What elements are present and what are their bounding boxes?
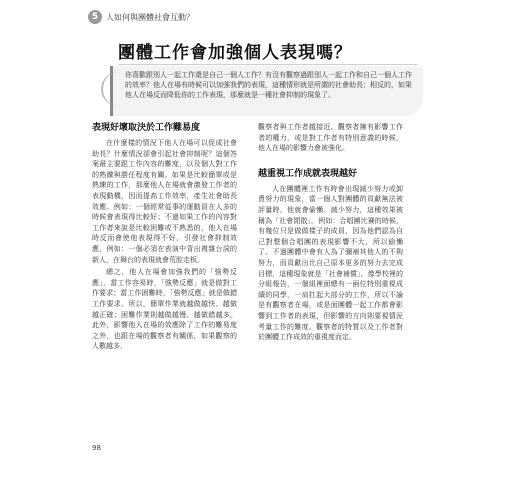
section-heading-achievement: 越重視工作成就表現越好 xyxy=(258,168,358,179)
paragraph: 人在團體裡工作有時會出現減少努力或卸責努力的現象，當一個人對團體的貢獻無法被評量時，他就會偷懶、減少努力，這種效果被稱為「社會閒散」。例如：合唱團比賽的時候，有幾位只是做做樣子的成員，因為他們認為自己對整個合唱團的表現影響不大，所以偷懶了。不過團體中會有人為了彌補其他人的不夠努力，而貢獻出比自己原本更多的努力去完成目標，這種現象就是「社會補償」，像學校裡的分組報告，一個組裡面總有一兩位特別重視成績的同學，一肩扛起大部分的工作，所以不論是有觀察者在場，或是面團體一起工作都會影響到工作者的表現，但影響的方向則要視情況考量工作的難度、觀察者的特質以及工作者對於團體工作成效的重視度而定。 xyxy=(258,184,403,342)
running-header xyxy=(88,10,194,24)
intro-text: 你喜歡跟別人一起工作還是自己一個人工作？有沒有觀察過跟別人一起工作和自己一個人工作的效率？他人在場有時候可以加強我們的表現，這種情形就是所謂的社會助長；相反的，如果他人在場反而降低你的工作表現，那麼就是一種社會抑制的現象了。 xyxy=(125,71,412,99)
intro-box xyxy=(110,66,423,116)
chapter-badge: 5 xyxy=(88,10,102,24)
page-title: 團體工作會加強個人表現嗎？ xyxy=(118,43,352,63)
paragraph-continued: 觀察者與工作者越接近、觀察者擁有影響工作者的權力，或是對工作者有特別意義的時候，他人在場的影響力會被強化。 xyxy=(258,123,403,153)
right-column xyxy=(258,122,403,345)
paragraph: 總之，他人在場會加強我們的「強勢反應」，當工作容易時，「強勢反應」就是做對工作要求；當工作困難時，「強勢反應」就是做錯工作要求。所以，簡單作業就越做越快、越做越正確；困難作業則越做越慢、越做錯越多。此外，影響他人在場的效應除了工作的難易度之外，也跟在場的觀察者有關係，如果觀察的人數越多， xyxy=(92,268,237,351)
section-title: 人如何與團體社會互動？ xyxy=(106,12,194,22)
title-divider xyxy=(118,64,418,65)
page-number: 98 xyxy=(92,444,101,452)
section-heading-difficulty: 表現好壞取決於工作難易度 xyxy=(92,123,201,133)
left-column xyxy=(92,122,237,354)
paragraph: 在什麼樣的情況下他人在場可以促成社會助長？什麼情況卻會引起社會抑制呢？這個答案最主要跟工作內容的難度，以及個人對工作的熟練與勝任程度有關。如果是比較簡單或是熟練的工作，那麼他人在場就會激發工作者的表現動機，因而提高工作效率，產生社會助長效應。例如：一個經常從事的運動員在人多的時候會表現得比較好；不過如果工作的內容對工作者來說是比較困難或不熟悉的，他人在場時反而會使他表現得不好，引發社會抑制效應，例如：一個必須在表演中背出複雜台詞的新人，在舞台的表現就會荒腔走板。 xyxy=(92,139,237,264)
